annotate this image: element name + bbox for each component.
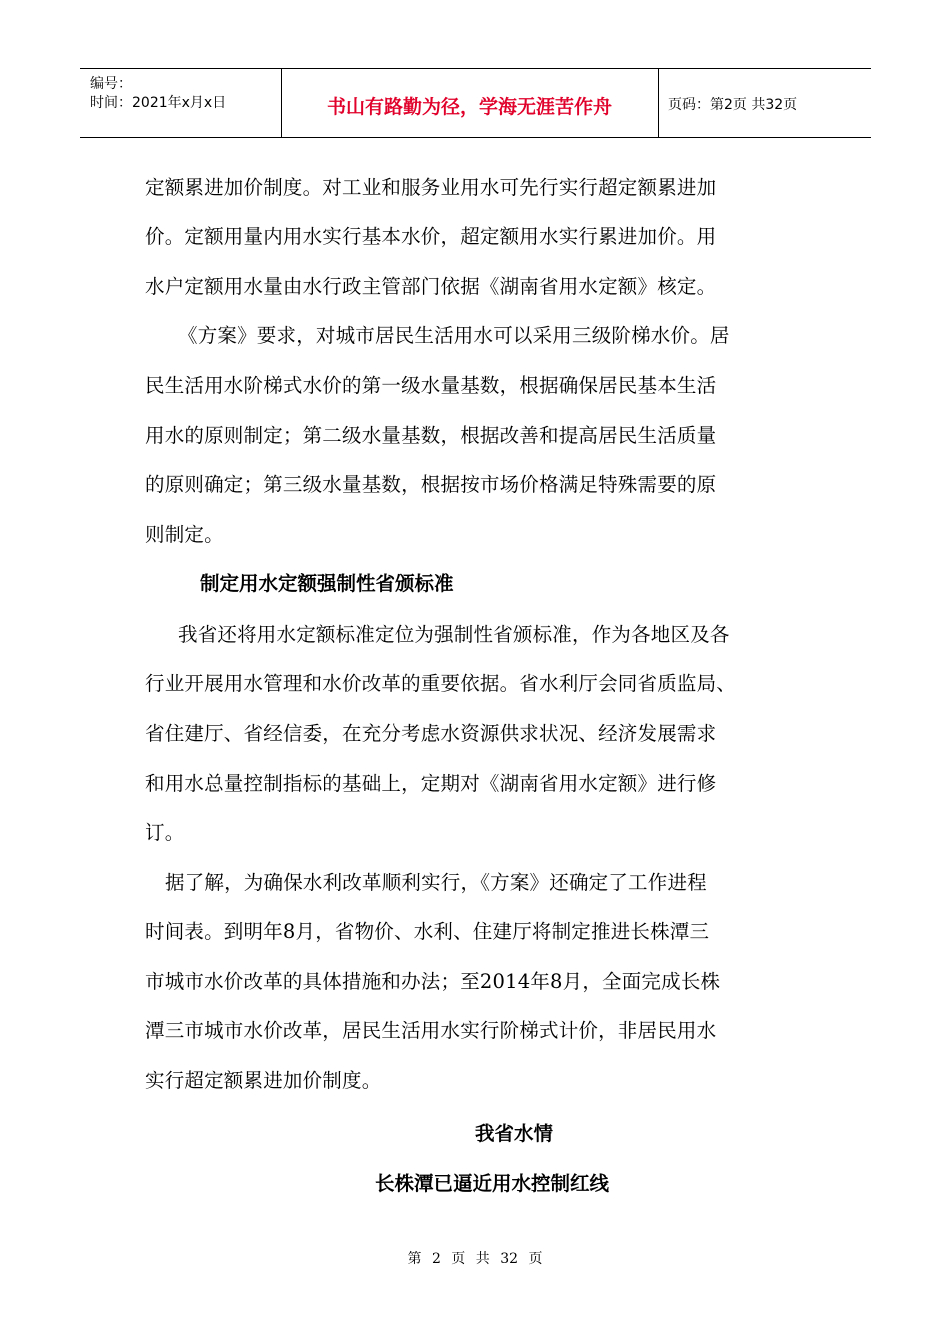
body-line: 用水的原则制定；第二级水量基数，根据改善和提高居民生活质量 xyxy=(145,424,717,447)
header-page-number: 页码：第2页 共32页 xyxy=(668,97,798,113)
page-footer: 第 2 页 共 32 页 xyxy=(407,1251,543,1267)
body-line: 市城市水价改革的具体措施和办法；至2014年8月，全面完成长株 xyxy=(145,970,721,993)
body-line: 则制定。 xyxy=(145,523,224,546)
body-line: 订。 xyxy=(145,821,185,844)
document-date-label: 时间：2021年x月x日 xyxy=(90,95,227,111)
body-line: 《方案》要求，对城市居民生活用水可以采用三级阶梯水价。居 xyxy=(178,324,730,347)
body-line: 省住建厅、省经信委，在充分考虑水资源供求状况、经济发展需求 xyxy=(145,722,717,745)
section-subheading: 长株潭已逼近用水控制红线 xyxy=(375,1172,610,1195)
body-line: 水户定额用水量由水行政主管部门依据《湖南省用水定额》核定。 xyxy=(145,275,717,298)
section-heading: 我省水情 xyxy=(475,1122,554,1145)
body-line: 潭三市城市水价改革，居民生活用水实行阶梯式计价，非居民用水 xyxy=(145,1019,717,1042)
header-motto: 书山有路勤为径，学海无涯苦作舟 xyxy=(326,96,612,118)
body-line: 的原则确定；第三级水量基数，根据按市场价格满足特殊需要的原 xyxy=(145,473,717,496)
header-page-cell xyxy=(658,69,871,137)
section-heading: 制定用水定额强制性省颁标准 xyxy=(200,572,454,595)
body-line: 时间表。到明年8月，省物价、水利、住建厅将制定推进长株潭三 xyxy=(145,920,710,943)
body-line: 行业开展用水管理和水价改革的重要依据。省水利厅会同省质监局、 xyxy=(145,672,737,695)
header-info-cell xyxy=(80,69,282,137)
document-header xyxy=(80,68,871,138)
body-line: 定额累进加价制度。对工业和服务业用水可先行实行超定额累进加 xyxy=(145,176,717,199)
document-code-label: 编号： xyxy=(90,76,132,92)
body-line: 据了解，为确保水利改革顺利实行，《方案》还确定了工作进程 xyxy=(165,871,707,894)
body-line: 我省还将用水定额标准定位为强制性省颁标准，作为各地区及各 xyxy=(178,623,730,646)
body-line: 民生活用水阶梯式水价的第一级水量基数，根据确保居民基本生活 xyxy=(145,374,717,397)
body-line: 和用水总量控制指标的基础上，定期对《湖南省用水定额》进行修 xyxy=(145,772,717,795)
body-line: 实行超定额累进加价制度。 xyxy=(145,1069,382,1092)
header-motto-cell xyxy=(281,69,659,137)
body-line: 价。定额用量内用水实行基本水价，超定额用水实行累进加价。用 xyxy=(145,225,717,248)
